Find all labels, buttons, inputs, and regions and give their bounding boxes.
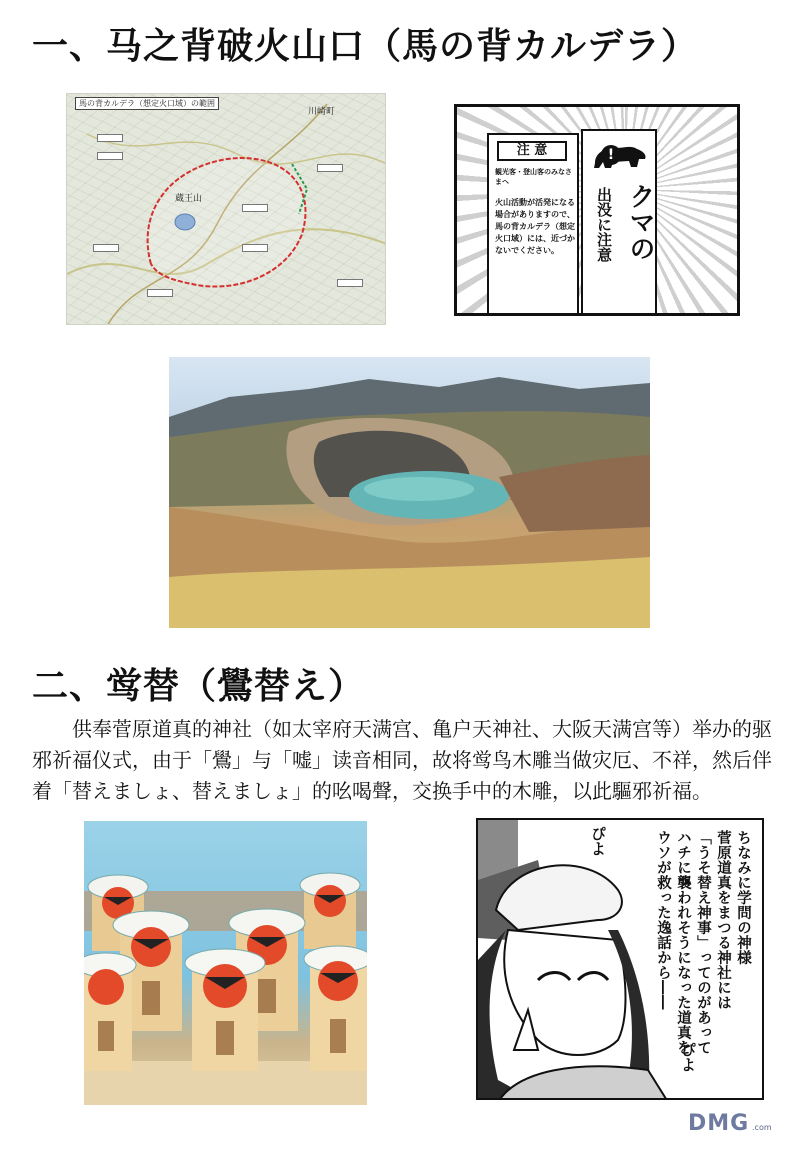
map-label-box (97, 152, 123, 160)
volcano-notice-sign (487, 133, 579, 316)
manga-text-line: ハチに襲われそうになった道真を (675, 830, 691, 1055)
bear-warning-main: クマの (625, 183, 655, 261)
manga-text-line: ウソが救った逸話から―― (655, 830, 671, 1010)
notice-label: 注 意 (497, 141, 567, 161)
usokae-paragraph-text: 供奉菅原道真的神社（如太宰府天满宫、亀户天神社、大阪天满宫等）举办的驱邪祈福仪式，由于「鷽」与「嘘」读音相同，故将鸴鸟木雕当做灾厄、不祥，然后伴着「替えましょ、替えましょ」的吆喝聲，交换手中的木雕，以此驅邪祈福。 (32, 717, 772, 803)
map-label-box (97, 134, 123, 142)
map-town-label: 川崎町 (307, 107, 335, 117)
bear-warning-comic (454, 104, 740, 316)
bear-warning-sign (581, 129, 657, 316)
notice-subtitle: 観光客・登山客のみなさまへ (495, 168, 572, 186)
bear-warning-sub: 出没に注意 (595, 187, 613, 262)
manga-text-line: 「うそ替え神事」ってのがあって (695, 830, 711, 1055)
map-label-box (337, 279, 363, 287)
manga-text-line: ちなみに学問の神様 (735, 830, 751, 965)
caldera-map-image (66, 93, 386, 325)
manga-girl-comic (476, 818, 764, 1100)
map-label-box (93, 244, 119, 252)
crater-drawing (169, 357, 650, 628)
okama-crater-photo (169, 357, 650, 628)
map-label-box (317, 164, 343, 172)
map-title: 馬の背カルデラ（想定火口域）の範囲 (75, 97, 219, 110)
watermark-text: DMG (688, 1111, 750, 1136)
sfx-bottom: ぴよ (679, 1042, 697, 1072)
map-label-box (242, 244, 268, 252)
dmg-watermark-logo (686, 1107, 790, 1143)
map-drawing (67, 94, 386, 325)
usokae-description (32, 714, 772, 807)
map-label-box (242, 204, 268, 212)
sfx-top: ぴよ (589, 826, 607, 856)
watermark-domain: .com (752, 1123, 772, 1132)
usokae-figurines-photo (84, 821, 367, 1105)
notice-body: 火山活動が活発になる場合がありますので、馬の背カルデラ（想定火口域）には、近づかないでください。 (495, 198, 575, 255)
figurines-drawing (84, 821, 367, 1105)
section-heading-caldera: 一、马之背破火山口（馬の背カルデラ） (32, 26, 699, 67)
section-heading-usokae: 二、鸴替（鷽替え） (32, 666, 366, 707)
manga-text-line: 菅原道真をまつる神社には (715, 830, 731, 1010)
exclamation-icon: ! (601, 145, 621, 165)
map-peak-label: 蔵王山 (175, 194, 203, 204)
map-label-box (147, 289, 173, 297)
